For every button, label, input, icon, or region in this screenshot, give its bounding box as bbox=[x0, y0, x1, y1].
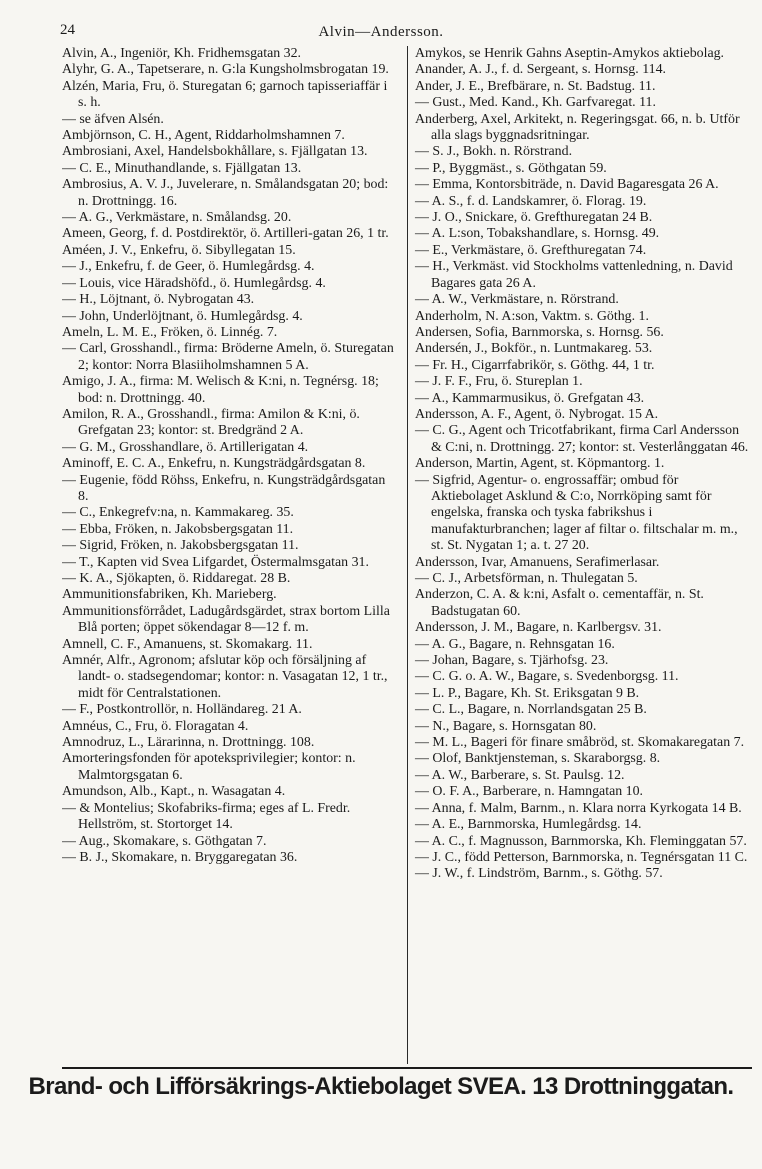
directory-entry: — John, Underlöjtnant, ö. Humlegårdsg. 4. bbox=[62, 308, 303, 324]
directory-entry: — & Montelius; Skofabriks-firma; eges af L. Fredr. Hellström, st. Stortorget 14. bbox=[62, 800, 351, 833]
directory-entry: — B. J., Skomakare, n. Bryggaregatan 36. bbox=[62, 849, 298, 865]
directory-entry: Amykos, se Henrik Gahns Aseptin-Amykos aktiebolag. bbox=[415, 46, 725, 61]
directory-entry: — L. P., Bagare, Kh. St. Eriksgatan 9 B. bbox=[415, 685, 640, 701]
directory-entry: — Ebba, Fröken, n. Jakobsbergsgatan 11. bbox=[62, 521, 294, 537]
directory-entry: — Eugenie, född Röhss, Enkefru, n. Kungsträdgårdsgatan 8. bbox=[62, 472, 386, 504]
directory-entry: Ammunitionsfabriken, Kh. Marieberg. bbox=[62, 587, 277, 603]
directory-entry: — Gust., Med. Kand., Kh. Garfvaregat. 11. bbox=[415, 95, 656, 111]
directory-entry: Andersen, Sofia, Barnmorska, s. Hornsg. 56. bbox=[415, 324, 664, 340]
directory-entry: — H., Verkmäst. vid Stockholms vattenledning, n. David Bagares gata 26 A. bbox=[415, 259, 733, 291]
directory-entry: — C. L., Bagare, n. Norrlandsgatan 25 B. bbox=[415, 702, 647, 718]
directory-entry: Améen, J. V., Enkefru, ö. Sibyllegatan 15. bbox=[62, 242, 296, 258]
directory-entry: — A. C., f. Magnusson, Barnmorska, Kh. Fleminggatan 57. bbox=[415, 833, 747, 849]
directory-entry: — C. G. o. A. W., Bagare, s. Svedenborgsg. 11. bbox=[415, 669, 679, 685]
directory-entry: Alyhr, G. A., Tapetserare, n. G:la Kungsholmsbrogatan 19. bbox=[62, 62, 389, 78]
directory-entry: — S. J., Bokh. n. Rörstrand. bbox=[415, 144, 573, 160]
directory-entry: Ander, J. E., Brefbärare, n. St. Badstug. 11. bbox=[415, 78, 656, 94]
directory-entry: — Fr. H., Cigarrfabrikör, s. Göthg. 44, 1 tr. bbox=[415, 357, 655, 373]
directory-entry: Andersson, A. F., Agent, ö. Nybrogat. 15 A. bbox=[415, 406, 659, 422]
directory-entry: — K. A., Sjökapten, ö. Riddaregat. 28 B. bbox=[62, 571, 291, 586]
directory-entry: Amnodruz, L., Lärarinna, n. Drottningg. 108. bbox=[62, 735, 315, 751]
directory-entry: — M. L., Bageri för finare småbröd, st. Skomakaregatan 7. bbox=[415, 735, 745, 751]
directory-entry: — J. F. F., Fru, ö. Stureplan 1. bbox=[415, 374, 583, 390]
directory-entry: — C. E., Minuthandlande, s. Fjällgatan 13. bbox=[62, 160, 302, 176]
directory-entry: — A. L:son, Tobakshandlare, s. Hornsg. 49. bbox=[415, 226, 660, 242]
directory-entry: Amnéus, C., Fru, ö. Floragatan 4. bbox=[62, 718, 249, 734]
directory-entry: — E., Verkmästare, ö. Grefthuregatan 74. bbox=[415, 242, 647, 258]
directory-entry: Anander, A. J., f. d. Sergeant, s. Hornsg. 114. bbox=[415, 62, 666, 78]
directory-entry: — C. G., Agent och Tricotfabrikant, firma Carl Andersson & C:ni, n. Drottningg. 27; kontor: st. Vesterlånggatan 46. bbox=[415, 423, 749, 455]
footer-rule bbox=[62, 1067, 752, 1069]
directory-entry: — A. E., Barnmorska, Humlegårdsg. 14. bbox=[415, 817, 642, 833]
directory-entry: — J., Enkefru, f. de Geer, ö. Humlegårdsg. 4. bbox=[62, 259, 315, 275]
directory-entry: Ambrosius, A. V. J., Juvelerare, n. Smålandsgatan 20; bod: n. Drottningg. 16. bbox=[62, 177, 389, 209]
directory-entry: — Aug., Skomakare, s. Göthgatan 7. bbox=[62, 833, 267, 849]
directory-entry: — C., Enkegrefv:na, n. Kammakareg. 35. bbox=[62, 505, 294, 521]
directory-entry: — Carl, Grosshandl., firma: Bröderne Ameln, ö. Sturegatan 2; kontor: Norra Blasiiholmshamnen 5 A. bbox=[62, 341, 394, 373]
directory-entry: Andersén, J., Bokför., n. Luntmakareg. 53. bbox=[415, 341, 653, 357]
page-number: 24 bbox=[60, 22, 75, 38]
directory-entry: Ammunitionsförrådet, Ladugårdsgärdet, strax bortom Lilla Blå porten; öppet sökendagar 8—12 f. m. bbox=[62, 603, 390, 636]
directory-entry: — A. W., Barberare, s. St. Paulsg. 12. bbox=[415, 767, 625, 783]
directory-columns bbox=[62, 46, 752, 1064]
directory-entry: — Anna, f. Malm, Barnm., n. Klara norra Kyrkogata 14 B. bbox=[415, 800, 742, 816]
directory-entry: — A. G., Bagare, n. Rehnsgatan 16. bbox=[415, 636, 615, 652]
directory-entry: — J. O., Snickare, ö. Grefthuregatan 24 B. bbox=[415, 210, 653, 226]
directory-entry: — Sigrid, Fröken, n. Jakobsbergsgatan 11. bbox=[62, 538, 299, 554]
directory-entry: — Johan, Bagare, s. Tjärhofsg. 23. bbox=[415, 653, 609, 669]
directory-entry: Ambjörnson, C. H., Agent, Riddarholmshamnen 7. bbox=[62, 128, 345, 144]
directory-entry: — C. J., Arbetsförman, n. Thulegatan 5. bbox=[415, 571, 638, 586]
directory-entry: — A. G., Verkmästare, n. Smålandsg. 20. bbox=[62, 210, 292, 226]
directory-entry: Anderholm, N. A:son, Vaktm. s. Göthg. 1. bbox=[415, 308, 649, 324]
directory-entry: — A., Kammarmusikus, ö. Grefgatan 43. bbox=[415, 390, 645, 406]
directory-entry: — A. W., Verkmästare, n. Rörstrand. bbox=[415, 292, 619, 308]
directory-entry: Andersson, Ivar, Amanuens, Serafimerlasar. bbox=[415, 554, 660, 570]
directory-entry: Ambrosiani, Axel, Handelsbokhållare, s. Fjällgatan 13. bbox=[62, 144, 368, 160]
right-column bbox=[407, 46, 752, 1064]
directory-entry: Ameln, L. M. E., Fröken, ö. Linnég. 7. bbox=[62, 324, 278, 340]
directory-entry: — J. C., född Petterson, Barnmorska, n. Tegnérsgatan 11 C. bbox=[415, 849, 748, 865]
directory-entry: Anderzon, C. A. & k:ni, Asfalt o. cementaffär, n. St. Badstugatan 60. bbox=[415, 587, 704, 619]
directory-entry: — J. W., f. Lindström, Barnm., s. Göthg. 57. bbox=[415, 866, 663, 882]
directory-entry: — A. S., f. d. Landskamrer, ö. Florag. 19. bbox=[415, 193, 647, 209]
directory-entry: — Olof, Banktjensteman, s. Skaraborgsg. 8. bbox=[415, 751, 661, 767]
directory-entry: Amnér, Alfr., Agronom; afslutar köp och försäljning af landt- o. stadsegendomar; kontor: n. Vasagatan 12, 1 tr., midt för Centralstationen. bbox=[62, 653, 388, 701]
directory-entry: — H., Löjtnant, ö. Nybrogatan 43. bbox=[62, 292, 255, 308]
directory-entry: — T., Kapten vid Svea Lifgardet, Östermalmsgatan 31. bbox=[62, 554, 369, 570]
running-head: Alvin—Andersson. bbox=[318, 24, 444, 40]
directory-entry: Amundson, Alb., Kapt., n. Wasagatan 4. bbox=[62, 784, 286, 800]
directory-entry: — Louis, vice Häradshöfd., ö. Humlegårdsg. 4. bbox=[62, 275, 326, 291]
directory-entry: Amilon, R. A., Grosshandl., firma: Amilon & K:ni, ö. Grefgatan 23; kontor: st. Bredgränd 2 A. bbox=[62, 406, 360, 439]
directory-entry: — se äfven Alsén. bbox=[62, 111, 164, 127]
directory-entry: — Sigfrid, Agentur- o. engrossaffär; ombud för Aktiebolaget Asklund & C:o, Norrköping samt för engelska, franska och tyska fabrikshus i manufakturbranchen; lager af filtar o. filtschalar m. m., st. St. Nygatan 1; a. t. 27 20. bbox=[415, 472, 738, 554]
directory-entry: Alvin, A., Ingeniör, Kh. Fridhemsgatan 32. bbox=[62, 46, 302, 61]
directory-entry: Andersson, J. M., Bagare, n. Karlbergsv. 31. bbox=[415, 620, 662, 636]
directory-entry: Amigo, J. A., firma: M. Welisch & K:ni, n. Tegnérsg. 18; bod: n. Drottningg. 40. bbox=[62, 374, 379, 406]
directory-entry: — P., Byggmäst., s. Göthgatan 59. bbox=[415, 160, 607, 176]
directory-entry: Ameen, Georg, f. d. Postdirektör, ö. Artilleri-gatan 26, 1 tr. bbox=[62, 226, 389, 242]
directory-entry: — Emma, Kontorsbiträde, n. David Bagaresgata 26 A. bbox=[415, 177, 719, 193]
directory-entry: Aminoff, E. C. A., Enkefru, n. Kungsträdgårdsgatan 8. bbox=[62, 456, 366, 472]
directory-entry: — G. M., Grosshandlare, ö. Artillerigatan 4. bbox=[62, 439, 309, 455]
directory-entry: — N., Bagare, s. Hornsgatan 80. bbox=[415, 718, 597, 734]
directory-entry: Anderberg, Axel, Arkitekt, n. Regeringsgat. 66, n. b. Utför alla slags byggnadsritningar. bbox=[415, 111, 740, 144]
directory-entry: Alzén, Maria, Fru, ö. Sturegatan 6; garnoch tapisseriaffär i s. h. bbox=[62, 78, 388, 111]
directory-entry: Amorteringsfonden för apoteksprivilegier; kontor: n. Malmtorgsgatan 6. bbox=[62, 751, 356, 783]
directory-entry: — O. F. A., Barberare, n. Hamngatan 10. bbox=[415, 784, 644, 800]
directory-entry: Anderson, Martin, Agent, st. Köpmantorg. 1. bbox=[415, 456, 665, 472]
directory-entry: Amnell, C. F., Amanuens, st. Skomakarg. 11. bbox=[62, 636, 313, 652]
directory-entry: — F., Postkontrollör, n. Holländareg. 21 A. bbox=[62, 702, 302, 718]
advertisement-banner: Brand- och Lifförsäkrings-Aktiebolaget SVEA. 13 Drottninggatan. bbox=[28, 1073, 734, 1100]
left-column bbox=[62, 46, 407, 1064]
